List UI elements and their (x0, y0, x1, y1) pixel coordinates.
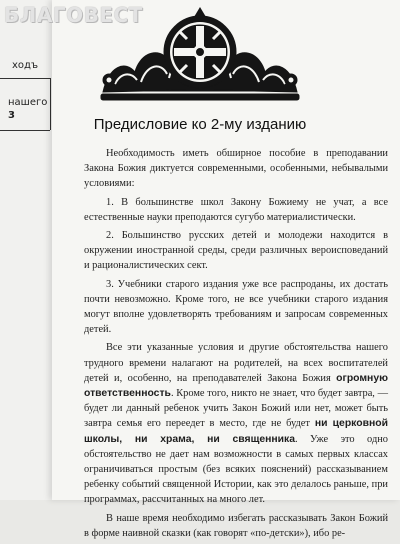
emphasis-text: огромную ответственность (84, 372, 388, 400)
previous-page-fragment: нашего (8, 97, 48, 108)
paragraph: В наше время необходимо избегать рассказывать Закон Божий в форме наивной сказки (как говорят «по-детски»), ибо ре- (84, 512, 388, 539)
paragraph: 3. Учебники старого издания уже все распроданы, их достать почти невозможно. Кроме того, не все учебники старого издания могут вполне удовлетворять требованиям и запросам современных детей. (84, 278, 388, 336)
text-run: . Уже это одно обстоятельство не дает нам возможности в самых первых классах ограничиваться простым (без всяких пояснений) рассказыванием ребенку событий священной Истории, как это делалось раньше, при программах, рассчитанных на много лет. (84, 433, 388, 506)
previous-page-fragment: ходъ (12, 60, 39, 71)
paragraph (84, 340, 388, 507)
paragraph: Необходимость иметь обширное пособие в преподавании Закона Божия диктуется современными, особенными, небывалыми условиями: (84, 148, 388, 190)
preface-text (84, 146, 388, 544)
previous-page-fragment: 3 (8, 110, 15, 121)
page-title: Предисловие ко 2-му изданию (93, 116, 307, 133)
previous-page-rule (0, 78, 50, 79)
watermark: БЛАГОВЕСТ (4, 3, 143, 27)
text-run: . Кроме того, никто не знает, что будет завтра, — будет ли данный ребенок учить Закон Божий или нет, может быть завтра семья его переедет в место, где не будет (84, 388, 388, 430)
paragraph: 1. В большинстве школ Закону Божиему не учат, а все естественные науки преподаются сугубо материалистически. (84, 196, 388, 223)
ornament-headpiece (95, 6, 305, 106)
text-run: Все эти указанные условия и другие обстоятельства нашего трудного времени налагают на родителей, на всех воспитателей детей и, особенно, на преподавателей Закона Божия (84, 342, 388, 384)
emphasis-text: ни церковной школы, ни храма, ни священника (84, 418, 388, 445)
paragraph: 2. Большинство русских детей и молодежи находится в окружении иностранной среды, среди различных вероисповеданий и рационалистических сект. (84, 230, 388, 272)
